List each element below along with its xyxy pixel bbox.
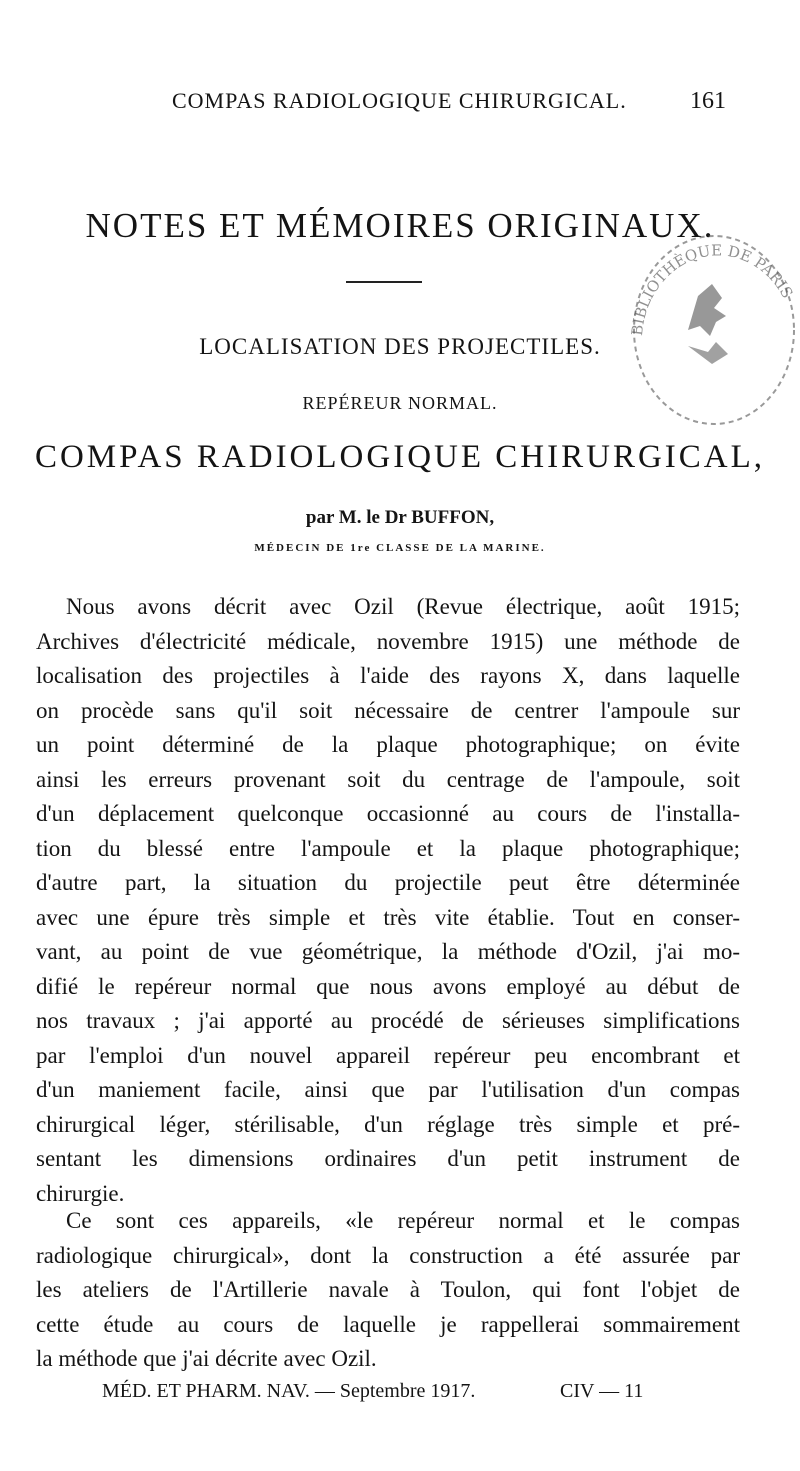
text-line: on procède sans qu'il soit nécessaire de centrer l'ampoule sur (36, 697, 740, 723)
running-title: COMPAS RADIOLOGIQUE CHIRURGICAL. (172, 88, 627, 113)
text-line: les ateliers de l'Artillerie navale à Toulon, qui font l'objet de (36, 1277, 740, 1302)
text-line: sentant les dimensions ordinaires d'un petit instrument de (36, 1146, 740, 1171)
text-line: difié le repéreur normal que nous avons employé au début de (36, 973, 740, 999)
text-line: la méthode que j'ai décrite avec Ozil. (36, 1346, 377, 1371)
text-line: nos travaux ; j'ai apporté au procédé de sérieuses simplifications (36, 1008, 740, 1033)
article-title-line-3: COMPAS RADIOLOGIQUE CHIRURGICAL, (34, 439, 766, 475)
footer-signature: CIV — 11 (560, 1380, 644, 1402)
text-line: d'autre part, la situation du projectile peut être déterminée (36, 870, 740, 895)
paragraph-2 (36, 1204, 740, 1377)
text-line: cette étude au cours de laquelle je rappellerai sommairement (36, 1311, 740, 1337)
text-line: d'un déplacement quelconque occasionné au cours de l'installa- (36, 801, 740, 826)
running-head (0, 88, 800, 122)
text-line: ainsi les erreurs provenant soit du centrage de l'ampoule, soit (36, 766, 740, 792)
title-rule (346, 281, 422, 283)
text-line: Ce sont ces appareils, «le repéreur normal et le compas (66, 1208, 740, 1233)
section-title: NOTES ET MÉMOIRES ORIGINAUX. (85, 206, 715, 245)
text-line: chirurgical léger, stérilisable, d'un réglage très simple et pré- (36, 1111, 740, 1137)
text-line: radiologique chirurgical», dont la construction a été assurée par (36, 1242, 740, 1268)
text-line: Nous avons décrit avec Ozil (Revue électrique, août 1915; (66, 594, 740, 619)
paragraph-1 (36, 590, 740, 1211)
page-footer (0, 1380, 800, 1414)
text-line: Archives d'électricité médicale, novembre 1915) une méthode de (36, 628, 740, 654)
text-line: vant, au point de vue géométrique, la méthode d'Ozil, j'ai mo- (36, 939, 740, 964)
author-affiliation: MÉDECIN DE 1re CLASSE DE LA MARINE. (254, 542, 546, 554)
author-line: par M. le Dr BUFFON, (305, 507, 495, 528)
footer-journal: MÉD. ET PHARM. NAV. — Septembre 1917. (102, 1380, 476, 1402)
library-stamp (618, 216, 798, 444)
stamp-text: BIBLIOTHÈQUE DE PARIS (627, 241, 797, 337)
article-title-line-1: LOCALISATION DES PROJECTILES. (199, 334, 601, 359)
text-line: tion du blessé entre l'ampoule et la plaque photographique; (36, 835, 740, 861)
text-line: chirurgie. (36, 1180, 125, 1206)
article-title-line-2: REPÉREUR NORMAL. (302, 393, 498, 413)
text-line: par l'emploi d'un nouvel appareil repéreur peu encombrant et (36, 1042, 740, 1068)
text-line: localisation des projectiles à l'aide des rayons X, dans laquelle (36, 663, 740, 688)
text-line: d'un maniement facile, ainsi que par l'utilisation d'un compas (36, 1077, 740, 1102)
page-number: 161 (690, 88, 726, 114)
text-line: avec une épure très simple et très vite établie. Tout en conser- (36, 904, 740, 930)
text-line: un point déterminé de la plaque photographique; on évite (36, 732, 740, 757)
